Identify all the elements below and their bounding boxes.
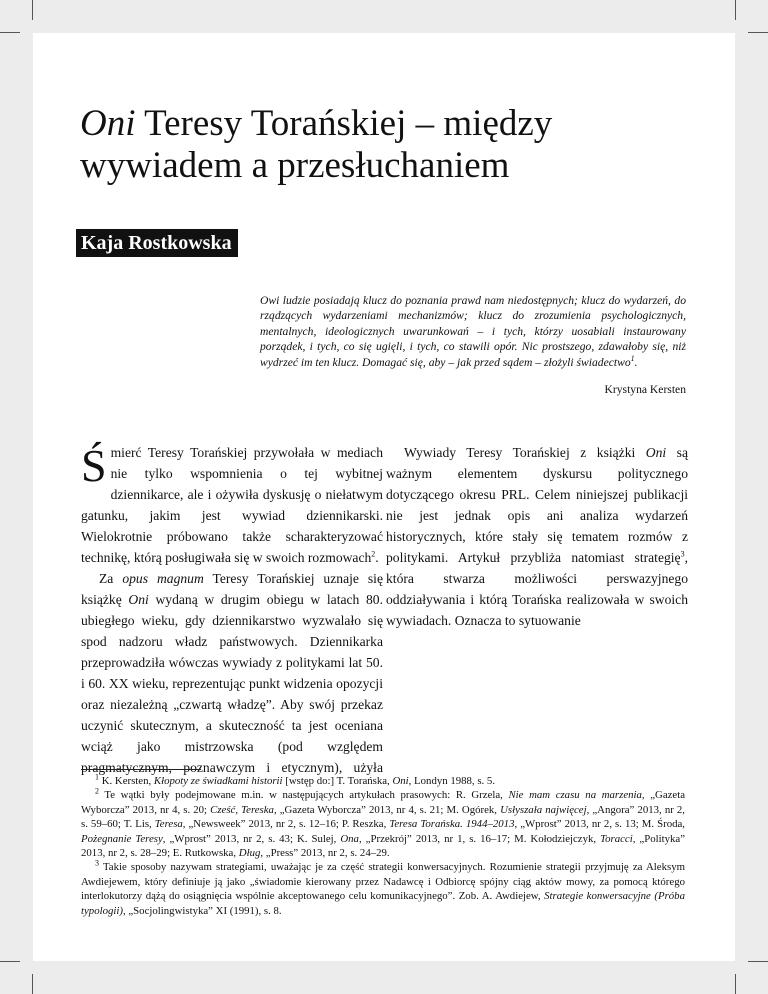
paragraph-italic: opus magnum bbox=[122, 571, 204, 586]
footnote-italic: Usłyszała najwięcej bbox=[500, 803, 587, 816]
footnote-text: [wstęp do:] T. Torańska, bbox=[282, 775, 393, 787]
footnote-italic: Pożegnanie Teresy bbox=[81, 832, 163, 845]
paragraph-italic: Oni bbox=[128, 592, 149, 607]
footnote-text: , „Newsweek” 2013, nr 2, s. 12–16; P. Reszka, bbox=[182, 818, 390, 831]
paragraph bbox=[81, 442, 383, 568]
footnote-text: , „Wprost” 2013, nr 2, s. 43; K. Sulej, bbox=[162, 832, 341, 845]
footnote-italic: Teresa Torańska. 1944–2013 bbox=[389, 818, 515, 831]
footnote-text: Takie sposoby nazywam strategiami, uważając je za część strategii konwersacyjnych. Rozumienie strategii przyjmuję za Aleksym Awdiejewem, który definiuje ją jako „świadomie kierowany przez Nadawcę i Odbiorcę spójny ciąg aktów mowy, za pomocą którego interlokutorzy dążą do osiągnięcia wspólnie akceptowanego celu komunikacyjnego”. Zob. A. Awdiejew, bbox=[81, 861, 685, 903]
footnote-text: , „Gazeta Wyborcza” 2013, nr 4, s. 21; M. Ogórek, bbox=[273, 803, 501, 816]
footnote-text: , „Polityka” 2013, nr 2, s. 28–29; E. Rutkowska, bbox=[81, 832, 685, 860]
title-rest: Teresy Torańskiej – między wywiadem a przesłuchaniem bbox=[80, 103, 553, 186]
footnote-ref[interactable]: 1 bbox=[630, 353, 635, 363]
footnote-italic: Cześć, Tereska bbox=[210, 803, 274, 816]
drop-cap: Ś bbox=[81, 440, 107, 491]
footnote-italic: Oni bbox=[392, 775, 409, 787]
body-column-right bbox=[386, 442, 688, 631]
footnote bbox=[81, 860, 685, 918]
paragraph-text: , która stwarza możliwości perswazyjnego oddziaływania i którą Torańska realizowała w swoich wywiadach. Oznacza to sytuowanie bbox=[386, 550, 688, 628]
article-title bbox=[80, 103, 700, 187]
footnotes bbox=[81, 774, 685, 918]
footnote-ref[interactable]: 2 bbox=[371, 549, 376, 559]
footnote bbox=[81, 788, 685, 860]
footnote-text: , Londyn 1988, s. 5. bbox=[408, 775, 496, 787]
paragraph-text: mierć Teresy Torańskiej przywołała w mediach nie tylko wspomnienia o tej wybitnej dziennikarce, ale i ożywiła dyskusję o niełatwym gatunku, jakim jest wywiad dziennikarski. Wielokrotnie próbowano także scharakteryzować technikę, którą posługiwała się w swoich rozmowach bbox=[81, 445, 383, 565]
paragraph-text: Teresy Torańskiej uznaje się książkę bbox=[81, 571, 383, 607]
author-name: Kaja Rostkowska bbox=[76, 229, 238, 257]
footnote-number: 1 bbox=[95, 772, 99, 782]
footnote-italic: Dług bbox=[238, 847, 261, 860]
footnote-text: , „Wprost” 2013, nr 2, s. 13; M. Środa, bbox=[514, 818, 685, 831]
footnote-italic: Toracci bbox=[600, 832, 633, 845]
paragraph bbox=[386, 442, 688, 631]
footnote-rule bbox=[81, 769, 201, 770]
footnote-number: 3 bbox=[95, 858, 99, 868]
footnote-italic: Teresa bbox=[154, 818, 183, 831]
footnote-text: , „Socjolingwistyka” XI (1991), s. 8. bbox=[122, 904, 282, 917]
footnote-italic: Nie mam czasu na marzenia bbox=[508, 789, 642, 802]
footnote-text: Te wątki były podejmowane m.in. w następujących artykułach prasowych: R. Grzela, bbox=[99, 789, 509, 802]
footnote-italic: Kłopoty ze świadkami historii bbox=[153, 775, 283, 787]
footnote-number: 2 bbox=[95, 786, 99, 796]
footnote-text: , „Przekrój” 2013, nr 1, s. 16–17; M. Kołodziejczyk, bbox=[358, 832, 601, 845]
epigraph-attribution: Krystyna Kersten bbox=[604, 383, 686, 396]
paragraph-text: . bbox=[375, 550, 379, 565]
footnote-text: , „Press” 2013, nr 2, s. 24–29. bbox=[260, 847, 390, 860]
epigraph-text: Owi ludzie posiadają klucz do poznania prawd nam niedostępnych; klucz do wydarzeń, do rządzących wydarzeniami mechanizmów; klucz do zrozumienia psychologicznych, mentalnych, ideologicznych uwarunkowań – i tych, którzy uosabiali instaurowany porządek, i tych, co się ugięli, i tych, co stawili opór. Nic prostszego, zdawałoby się, niż wydrzeć im ten klucz. Domagać się, aby – jak przed sądem – złożyli świadectwo bbox=[260, 294, 686, 369]
epigraph: Owi ludzie posiadają klucz do poznania prawd nam niedostępnych; klucz do wydarzeń, do rządzących wydarzeniami mechanizmów; klucz do zrozumienia psychologicznych, mentalnych, ideologicznych uwarunkowań – i tych, którzy uosabiali instaurowany porządek, i tych, co się ugięli, i tych, co stawili opór. Nic prostszego, zdawałoby się, niż wydrzeć im ten klucz. Domagać się, aby – jak przed sądem – złożyli świadectwo$^1$. bbox=[260, 294, 686, 369]
title-italic: Oni bbox=[80, 103, 136, 144]
footnote-ref[interactable]: 3 bbox=[680, 549, 685, 559]
footnote-italic: Ona bbox=[340, 832, 359, 845]
paragraph-text: wydaną w drugim obiegu w latach 80. ubiegłego wieku, gdy dziennikarstwo wyzwalało się spod nadzoru władz państwowych. Dziennikarka przeprowadziła wówczas wywiady z politykami lat 50. i 60. XX wieku, reprezentując punkt widzenia opozycji oraz niezależną „czwartą władzę”. Aby swój przekaz uczynić skutecznym, a skuteczność ta jest oceniana wciąż jako mistrzowska (pod względem pragmatycznym, poznawczym i etycznym), użyła bbox=[81, 592, 383, 775]
footnote-italic: Strategie konwersacyjne (Próba typologii) bbox=[81, 890, 685, 917]
footnote-text: , „Angora” 2013, nr 2, s. 59–60; T. Lis, bbox=[81, 803, 686, 831]
footnote-text: K. Kersten, bbox=[99, 775, 154, 787]
paragraph-text: Wywiady Teresy Torańskiej z książki bbox=[404, 445, 646, 460]
paragraph-italic: Oni bbox=[645, 445, 667, 460]
footnote-text: , „Gazeta Wyborcza” 2013, nr 4, s. 20; bbox=[81, 789, 685, 816]
body-column-left bbox=[81, 442, 383, 778]
paragraph bbox=[81, 568, 383, 778]
paragraph-text: Za bbox=[99, 571, 123, 586]
paragraph-text: są ważnym elementem dyskursu politycznego dotyczącego okresu PRL. Celem niniejszej publikacji nie jest jednak opis ani analiza wydarzeń historycznych, które stały się tematem rozmów z politykami. Artykuł przybliża natomiast strategię bbox=[386, 445, 688, 565]
footnote bbox=[81, 774, 685, 788]
